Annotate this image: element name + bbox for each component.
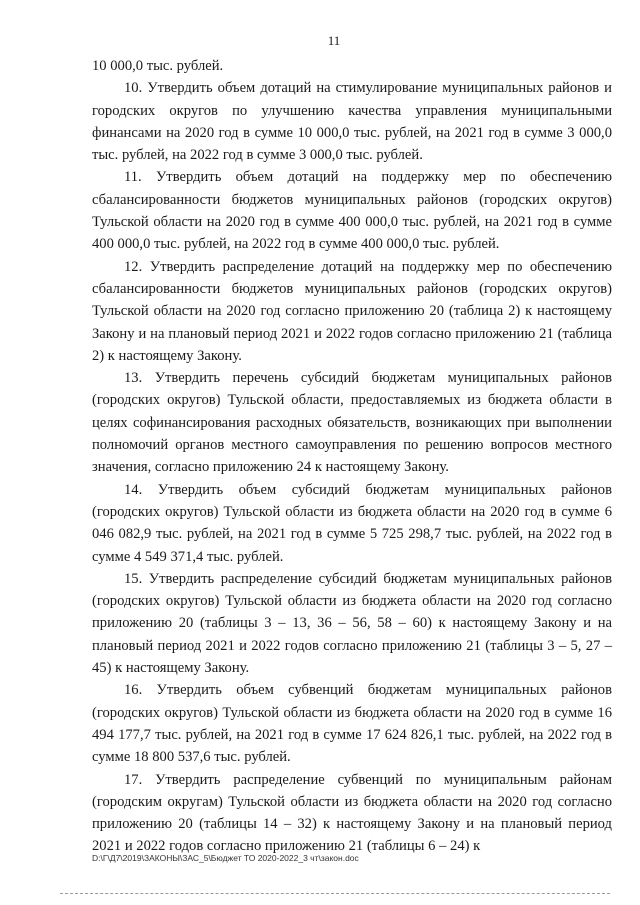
paragraph-14: 14. Утвердить объем субсидий бюджетам муниципальных районов (городских округов) Тульской области из бюджета области на 2020 год в сумме 6 046 082,9 тыс. рублей, на 2021 год в сумме 5 725 298,7 тыс. рублей, на 2022 год в сумме 4 549 371,4 тыс. рублей.: [92, 481, 612, 565]
paragraph-11: 11. Утвердить объем дотаций на поддержку мер по обеспечению сбалансированности бюджетов муниципальных районов (городских округов) Тульской области на 2020 год в сумме 400 000,0 тыс. рублей, на 2021 год в сумме 400 000,0 тыс. рублей, на 2022 год в сумме 400 000,0 тыс. рублей.: [92, 169, 612, 253]
paragraph-10: 10. Утвердить объем дотаций на стимулирование муниципальных районов и городских округов по улучшению качества управления муниципальными финансами на 2020 год в сумме 10 000,0 тыс. рублей, на 2021 год в сумме 3 000,0 тыс. рублей, на 2022 год в сумме 3 000,0 тыс. рублей.: [92, 80, 612, 164]
document-body: [92, 55, 612, 858]
page-number: 11: [327, 33, 341, 48]
paragraph-continuation: 10 000,0 тыс. рублей.: [92, 58, 224, 74]
paragraph-17: 17. Утвердить распределение субвенций по муниципальным районам (городским округам) Тульской области из бюджета области на 2020 год согласно приложению 20 (таблицы 14 – 32) к настоящему Закону и на плановый период 2021 и 2022 годов согласно приложению 21 (таблицы 6 – 24) к: [92, 771, 612, 855]
bottom-dashed-rule: [60, 893, 610, 894]
paragraph-13: 13. Утвердить перечень субсидий бюджетам муниципальных районов (городских округов) Тульской области, предоставляемых из бюджета области в целях софинансирования расходных обязательств, возникающих при выполнении полномочий органов местного самоуправления по решению вопросов местного значения, согласно приложению 24 к настоящему Закону.: [92, 370, 612, 476]
paragraph-15: 15. Утвердить распределение субсидий бюджетам муниципальных районов (городских округов) Тульской области из бюджета области на 2020 год согласно приложению 20 (таблицы 3 – 13, 36 – 56, 58 – 60) к настоящему Закону и на плановый период 2021 и 2022 годов согласно приложению 21 (таблицы 3 – 5, 27 – 45) к настоящему Закону.: [92, 570, 612, 677]
paragraph-12: 12. Утвердить распределение дотаций на поддержку мер по обеспечению сбалансированности бюджетов муниципальных районов (городских округов) Тульской области на 2020 год согласно приложению 20 (таблица 2) к настоящему Закону и на плановый период 2021 и 2022 годов согласно приложению 21 (таблица 2) к настоящему Закону.: [92, 258, 612, 364]
footer-file-path: D:\Г\Д7\2019\ЗАКОНЫ\ЗАС_5\Бюджет ТО 2020-2022_3 чт\закон.doc: [92, 853, 359, 863]
paragraph-16: 16. Утвердить объем субвенций бюджетам муниципальных районов (городских округов) Тульской области из бюджета области на 2020 год в сумме 16 494 177,7 тыс. рублей, на 2021 год в сумме 17 624 826,1 тыс. рублей, на 2022 год в сумме 18 800 537,6 тыс. рублей.: [92, 682, 612, 766]
